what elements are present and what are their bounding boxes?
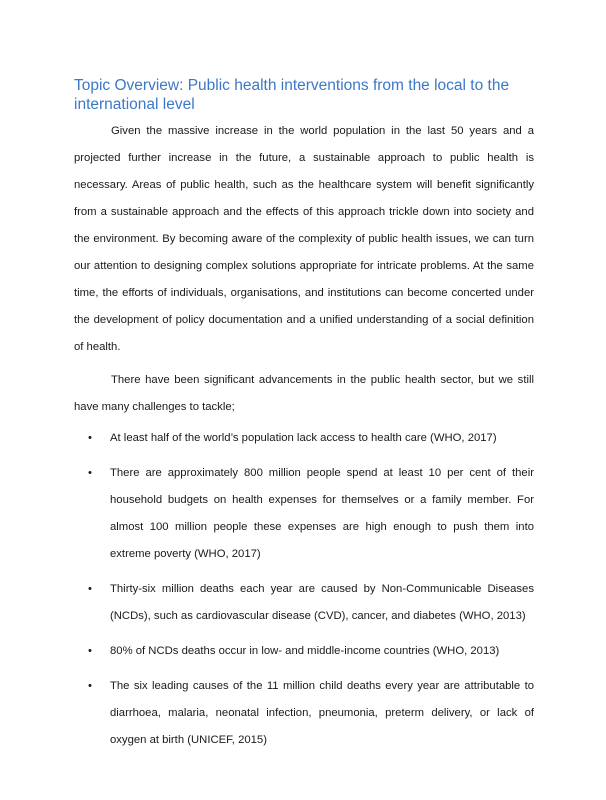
list-item-text: There are approximately 800 million people spend at least 10 per cent of their household budgets on health expenses for themselves or a family member. For almost 100 million people these expenses are high enough to push them into extreme poverty (WHO, 2017) xyxy=(110,467,534,560)
bullet-icon: • xyxy=(88,467,92,479)
list-item xyxy=(88,638,534,665)
list-item-text: Thirty-six million deaths each year are caused by Non-Communicable Diseases (NCDs), such as cardiovascular disease (CVD), cancer, and diabetes (WHO, 2013) xyxy=(110,583,534,622)
list-item xyxy=(88,576,534,630)
list-item xyxy=(88,673,534,754)
bullet-icon: • xyxy=(88,645,92,657)
list-item xyxy=(88,460,534,568)
bullet-icon: • xyxy=(88,583,92,595)
list-item-text: The six leading causes of the 11 million child deaths every year are attributable to diarrhoea, malaria, neonatal infection, pneumonia, preterm delivery, or lack of oxygen at birth (UNICEF, 2015) xyxy=(110,680,534,746)
bullet-icon: • xyxy=(88,680,92,692)
challenges-list xyxy=(74,425,534,754)
bullet-icon: • xyxy=(88,432,92,444)
challenges-paragraph: There have been significant advancements in the public health sector, but we still have many challenges to tackle; xyxy=(74,374,534,413)
list-item xyxy=(88,425,534,452)
list-item-text: At least half of the world’s population lack access to health care (WHO, 2017) xyxy=(110,432,497,444)
section-heading: Topic Overview: Public health interventions from the local to the international level xyxy=(74,77,510,113)
intro-paragraph: Given the massive increase in the world population in the last 50 years and a projected further increase in the future, a sustainable approach to public health is necessary. Areas of public health, such as the healthcare system will benefit significantly from a sustainable approach and the effects of this approach trickle down into society and the environment. By becoming aware of the complexity of public health issues, we can turn our attention to designing complex solutions appropriate for intricate problems. At the same time, the efforts of individuals, organisations, and institutions can become concerted under the development of policy documentation and a unified understanding of a social definition of health. xyxy=(74,125,534,353)
list-item-text: 80% of NCDs deaths occur in low- and middle-income countries (WHO, 2013) xyxy=(110,645,500,657)
